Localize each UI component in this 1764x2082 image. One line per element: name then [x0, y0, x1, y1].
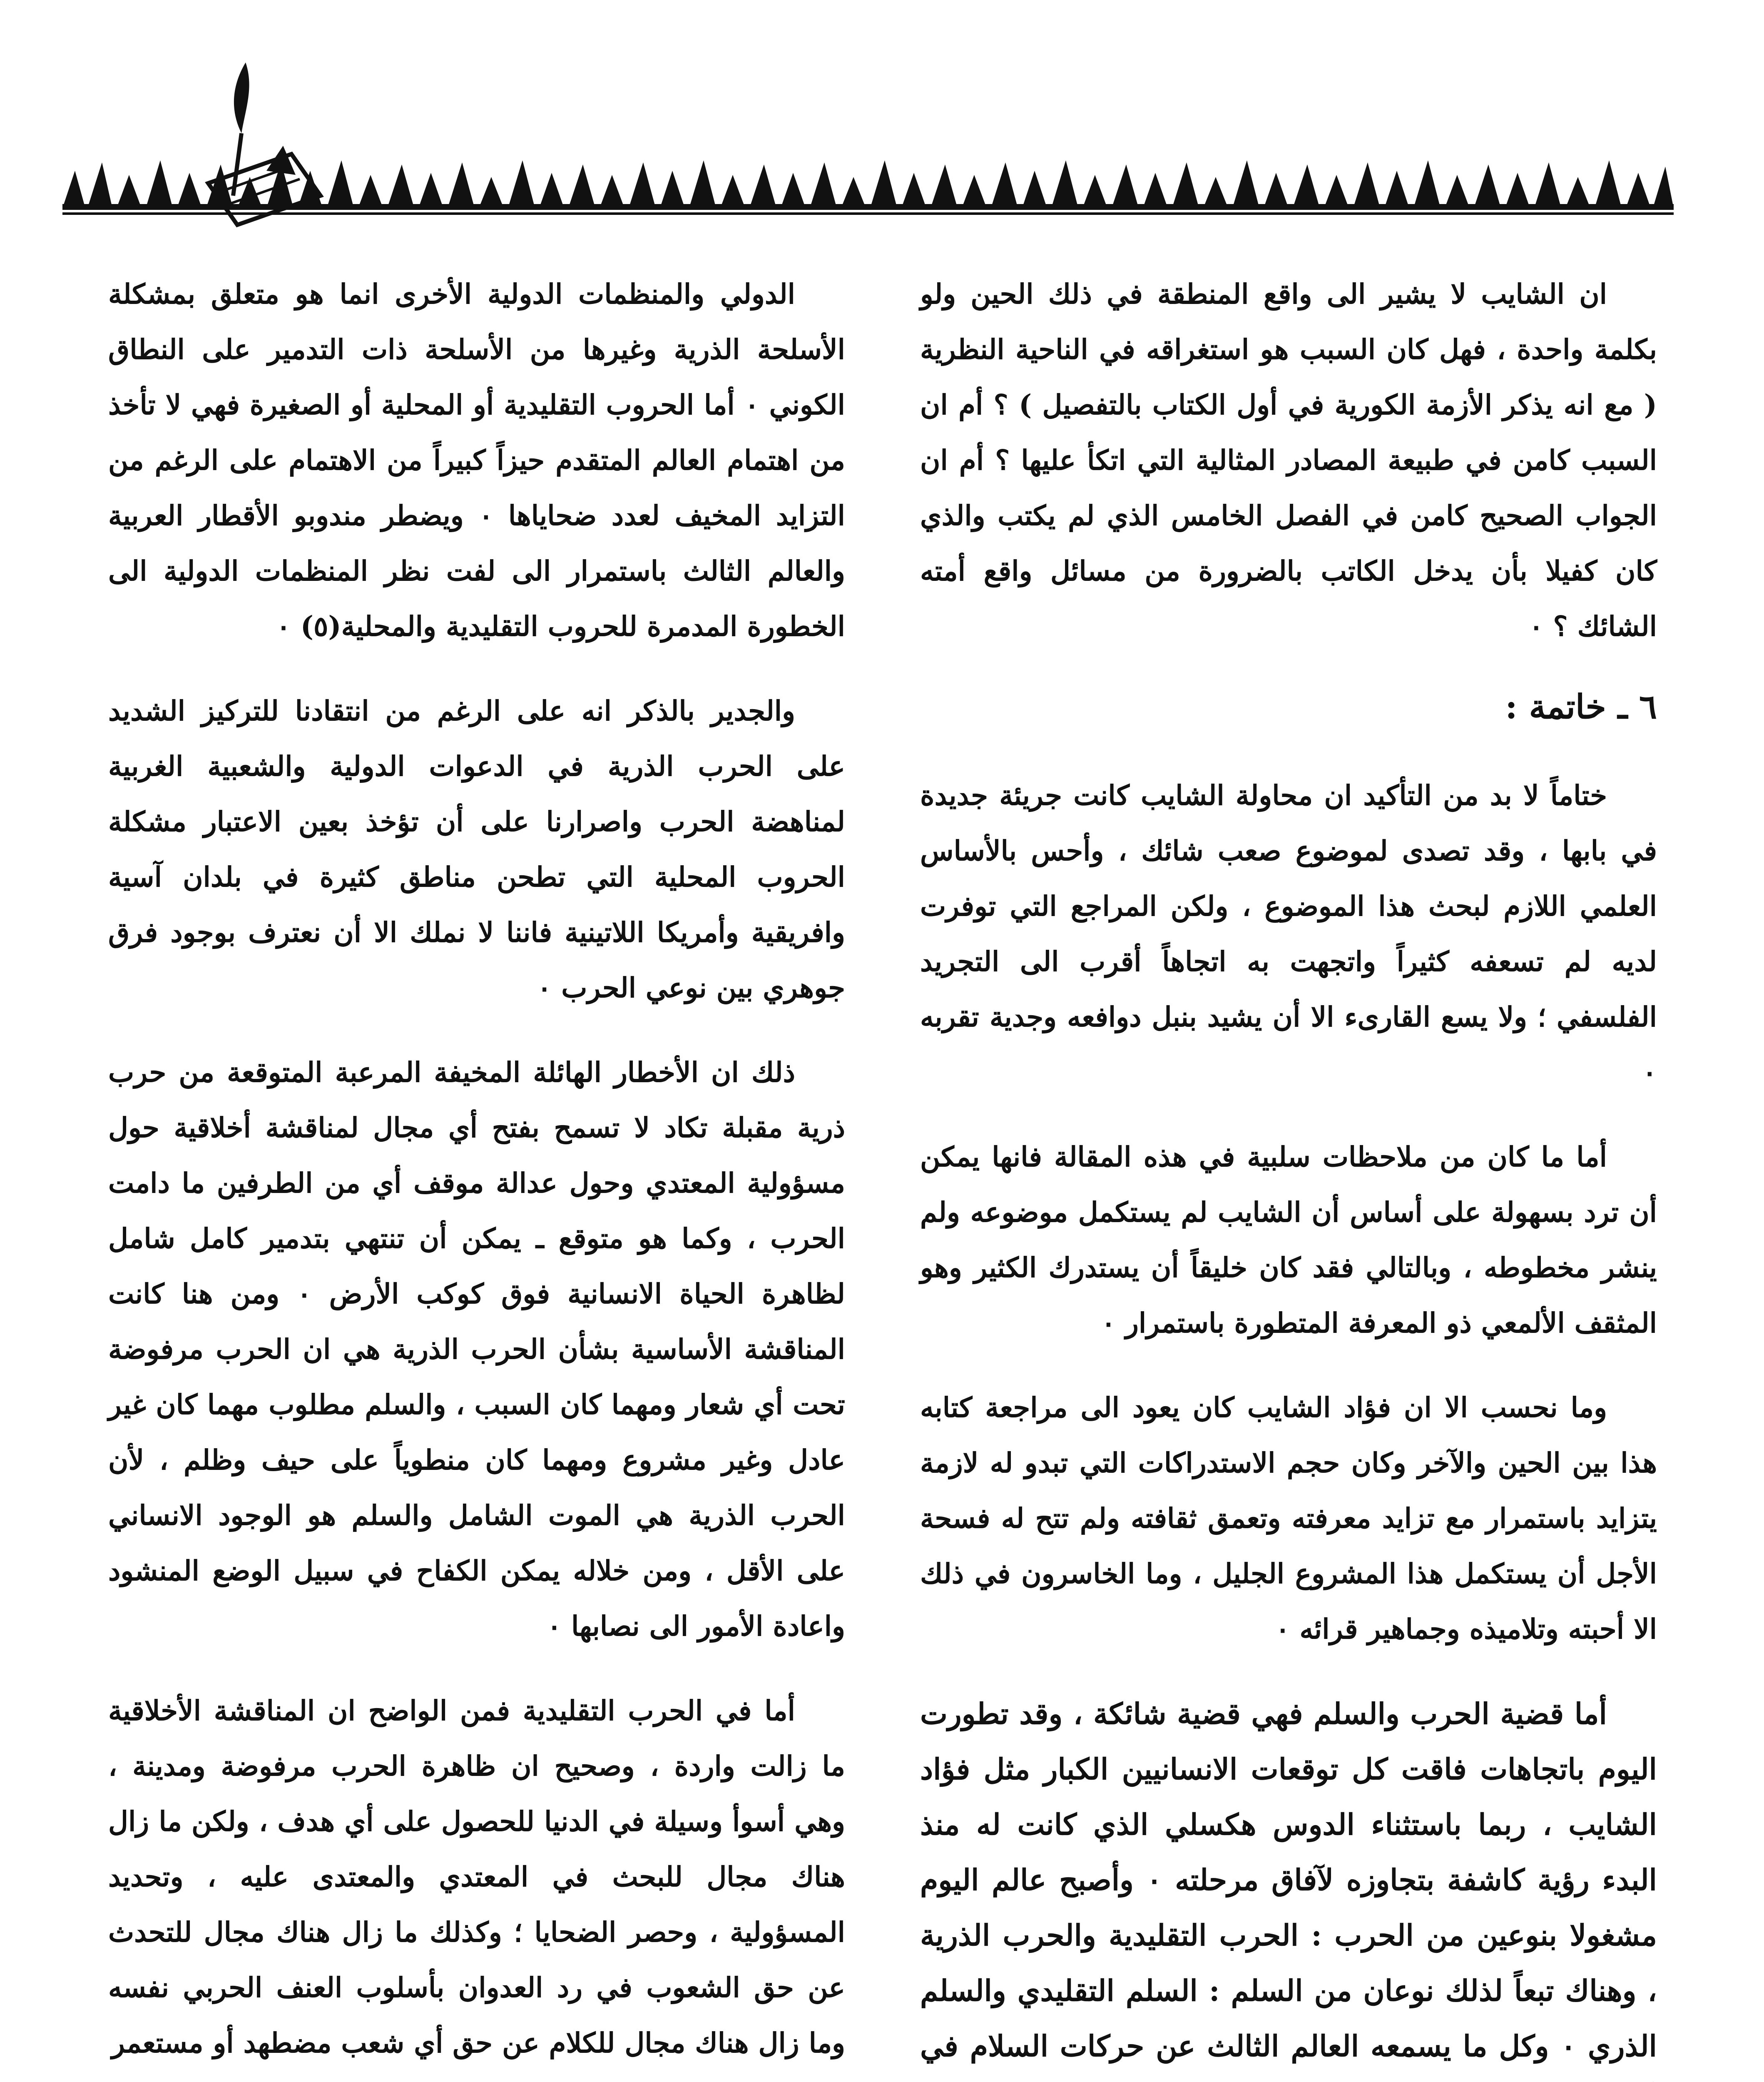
right-paragraph-1: ان الشايب لا يشير الى واقع المنطقة في ذلك الحين ولو بكلمة واحدة ، فهل كان السبب هو استغراقه في الناحية النظرية ( مع انه يذكر الأزمة الكورية في أول الكتاب بالتفصيل ) ؟ أم ان السبب كامن في طبيعة المصادر المثالية التي اتكأ عليها ؟ أم ان الجواب الصحيح كامن في الفصل الخامس الذي لم يكتب والذي كان كفيلا بأن يدخل الكاتب بالضرورة من مسائل واقع أمته الشائك ؟ ٠: [920, 278, 1657, 643]
right-paragraph-3: أما ما كان من ملاحظات سلبية في هذه المقالة فانها يمكن أن ترد بسهولة على أساس أن الشايب لم يستكمل موضوعه ولم ينشر مخطوطه ، وبالتالي فقد كان خليقاً أن يستدرك الكثير وهو المثقف الألمعي ذو المعرفة المتطورة باستمرار ٠: [920, 1141, 1657, 1339]
right-paragraph-4: وما نحسب الا ان فؤاد الشايب كان يعود الى مراجعة كتابه هذا بين الحين والآخر وكان حجم الاستدراكات التي تبدو له لازمة يتزايد باستمرار مع تزايد معرفته وتعمق ثقافته ولم تتح له فسحة الأجل أن يستكمل هذا المشروع الجليل ، وما الخاسرون في ذلك الا أحبته وتلاميذه وجماهير قرائه ٠: [920, 1391, 1657, 1645]
right-paragraph-2: ختاماً لا بد من التأكيد ان محاولة الشايب كانت جريئة جديدة في بابها ، وقد تصدى لموضوع صعب شائك ، وأحس بالأساس العلمي اللازم لبحث هذا الموضوع ، ولكن المراجع التي توفرت لديه لم تسعفه كثيراً واتجهت به اتجاهاً أقرب الى التجريد الفلسفي ؛ ولا يسع القارىء الا أن يشيد بنبل دوافعه وجدية تقربه ٠: [920, 779, 1657, 1088]
right-paragraph-5: أما قضية الحرب والسلم فهي قضية شائكة ، وقد تطورت اليوم باتجاهات فاقت كل توقعات الانسانيين الكبار مثل فؤاد الشايب ، ربما باستثناء الدوس هكسلي الذي كانت له منذ البدء رؤية كاشفة بتجاوزه لآفاق مرحلته ٠ وأصبح عالم اليوم مشغولا بنوعين من الحرب : الحرب التقليدية والحرب الذرية ، وهناك تبعاً لذلك نوعان من السلم : السلم التقليدي والسلم الذري ٠ وكل ما يسمعه العالم الثالث عن حركات السلام في: [920, 1696, 1657, 2063]
section-heading-conclusion: ٦ ـ خاتمة :: [1505, 687, 1657, 726]
left-paragraph-4: أما في الحرب التقليدية فمن الواضح ان المناقشة الأخلاقية ما زالت واردة ، وصحيح ان ظاهرة الحرب مرفوضة ومدينة ، وهي أسوأ وسيلة في الدنيا للحصول على أي هدف ، ولكن ما زال هناك مجال للبحث في المعتدي والمعتدى عليه ، وتحديد المسؤولية ، وحصر الضحايا ؛ وكذلك ما زال هناك مجال للتحدث عن حق الشعوب في رد العدوان بأسلوب العنف الحربي نفسه وما زال هناك مجال للكلام عن حق أي شعب مضطهد أو مستعمر: [108, 1694, 845, 2059]
left-paragraph-3: ذلك ان الأخطار الهائلة المخيفة المرعبة المتوقعة من حرب ذرية مقبلة تكاد لا تسمح بفتح أي مجال لمناقشة أخلاقية حول مسؤولية المعتدي وحول عدالة موقف أي من الطرفين ما دامت الحرب ، وكما هو متوقع ـ يمكن أن تنتهي بتدمير كامل شامل لظاهرة الحياة الانسانية فوق كوكب الأرض ٠ ومن هنا كانت المناقشة الأساسية بشأن الحرب الذرية هي ان الحرب مرفوضة تحت أي شعار ومهما كان السبب ، والسلم مطلوب مهما كان غير عادل وغير مشروع ومهما كان منطوياً على حيف وظلم ، لأن الحرب الذرية هي الموت الشامل والسلم هو الوجود الانساني على الأقل ، ومن خلاله يمكن الكفاح في سبيل الوضع المنشود واعادة الأمور الى نصابها ٠: [108, 1056, 845, 1642]
right-text-column: [920, 266, 1657, 2082]
quill-paper-emblem: [183, 58, 350, 237]
left-text-column: [108, 266, 845, 2082]
left-paragraph-1: الدولي والمنظمات الدولية الأخرى انما هو متعلق بمشكلة الأسلحة الذرية وغيرها من الأسلحة ذات التدمير على النطاق الكوني ٠ أما الحروب التقليدية أو المحلية أو الصغيرة فهي لا تأخذ من اهتمام العالم المتقدم حيزاً كبيراً من الاهتمام على الرغم من التزايد المخيف لعدد ضحاياها ٠ ويضطر مندوبو الأقطار العربية والعالم الثالث باستمرار الى لفت نظر المنظمات الدولية الى الخطورة المدمرة للحروب التقليدية والمحلية(٥) ٠: [108, 278, 845, 643]
quill-icon: [183, 58, 350, 237]
left-paragraph-2: والجدير بالذكر انه على الرغم من انتقادنا للتركيز الشديد على الحرب الذرية في الدعوات الدولية والشعبية الغربية لمناهضة الحرب واصرارنا على أن تؤخذ بعين الاعتبار مشكلة الحروب المحلية التي تطحن مناطق كثيرة في بلدان آسية وافريقية وأمريكا اللاتينية فاننا لا نملك الا أن نعترف بوجود فرق جوهري بين نوعي الحرب ٠: [108, 695, 845, 1004]
